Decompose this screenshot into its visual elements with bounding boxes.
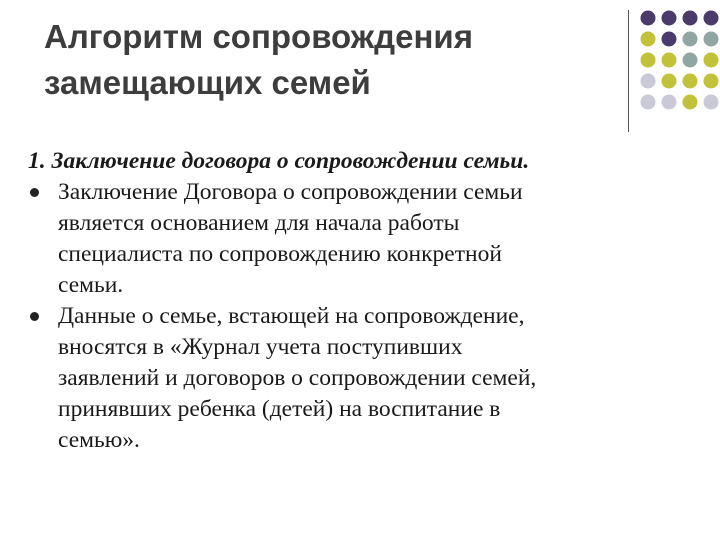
list-item-line: является основанием для начала работы <box>58 210 460 236</box>
list-item-line: специалиста по сопровождению конкретной <box>58 241 502 267</box>
list-item-line: Данные о семье, встающей на сопровождение, <box>58 303 525 329</box>
decorative-dot <box>662 74 677 89</box>
list-item-line: принявших ребенка (детей) на воспитание в <box>58 396 501 422</box>
decorative-dot <box>704 32 719 47</box>
decorative-dot <box>704 11 719 26</box>
decorative-dot <box>683 11 698 26</box>
decorative-dot <box>641 74 656 89</box>
decorative-dot <box>683 32 698 47</box>
decorative-dot <box>641 32 656 47</box>
decorative-divider <box>628 10 629 132</box>
decorative-dot <box>683 95 698 110</box>
section-heading: 1. Заключение договора о сопровождении семьи. <box>28 148 530 174</box>
decorative-dot <box>662 53 677 68</box>
list-item <box>28 301 688 456</box>
decorative-dot <box>683 74 698 89</box>
list-item-line: семью». <box>58 427 140 453</box>
decorative-dot-grid <box>638 8 720 120</box>
list-item-line: семьи. <box>58 272 124 298</box>
decorative-dot <box>704 95 719 110</box>
decorative-dot <box>683 53 698 68</box>
list-item-line: заявлений и договоров о сопровождении семей, <box>58 365 537 391</box>
bullet-dot-icon <box>30 312 39 321</box>
decorative-dot <box>662 95 677 110</box>
decorative-dot <box>641 95 656 110</box>
list-item-line: вносятся в «Журнал учета поступивших <box>58 334 463 360</box>
decorative-dot <box>704 53 719 68</box>
list-item-line: Заключение Договора о сопровождении семьи <box>58 179 523 205</box>
decorative-dot <box>641 11 656 26</box>
bullet-dot-icon <box>30 188 39 197</box>
list-item <box>28 177 688 301</box>
decorative-dot <box>662 32 677 47</box>
bullet-list <box>28 177 688 456</box>
slide-title <box>44 14 604 106</box>
decorative-dot <box>704 74 719 89</box>
decorative-dot <box>641 53 656 68</box>
slide-body <box>28 146 688 456</box>
title-line-2: замещающих семей <box>44 64 371 101</box>
decorative-dot <box>662 11 677 26</box>
title-line-1: Алгоритм сопровождения <box>44 18 473 55</box>
